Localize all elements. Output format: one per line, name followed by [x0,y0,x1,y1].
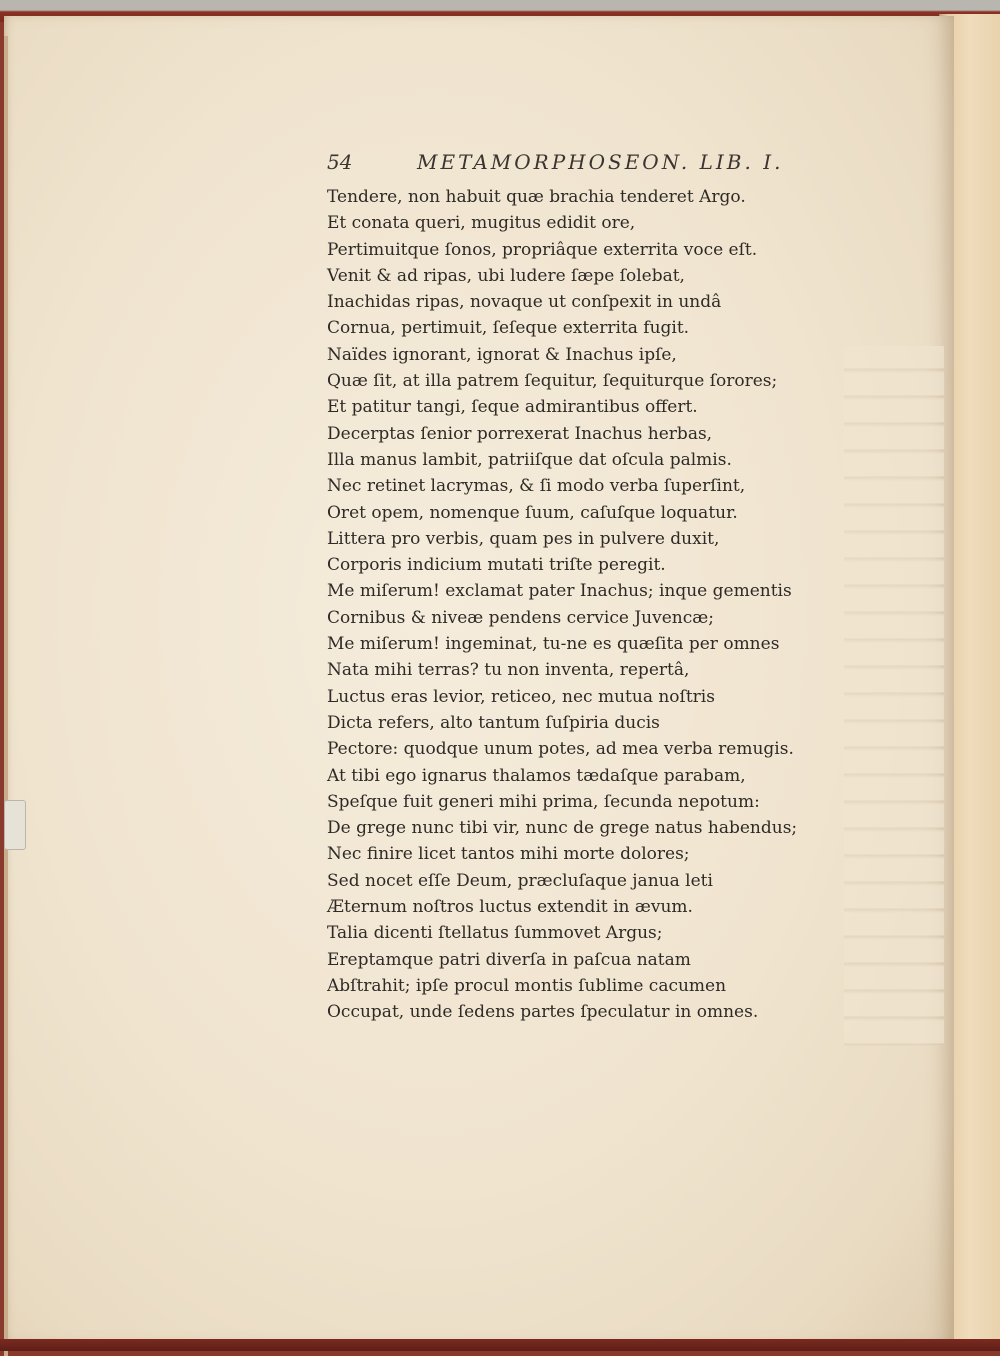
verse-line: Quæ ſit, at illa patrem ſequitur, ſequiturque ſorores; [327,371,778,392]
verse-line: Venit & ad ripas, ubi ludere ſæpe ſolebat, [327,265,685,286]
verse-line: Littera pro verbis, quam pes in pulvere duxit, [327,528,720,549]
verse-line: Nec finire licet tantos mihi morte dolores; [327,844,690,865]
verse-line: Illa manus lambit, patriiſque dat oſcula palmis. [327,449,732,470]
verse-line: Decerptas ſenior porrexerat Inachus herbas, [327,423,713,444]
verse-line: Inachidas ripas, novaque ut conſpexit in undâ [327,292,722,313]
verse-line: Et patitur tangi, ſeque admirantibus offert. [327,397,698,418]
page-number: 54 [327,150,353,174]
verse-line: Me miſerum! ingeminat, tu-ne es quæſita per omnes [327,634,780,655]
verse-line: Ereptamque patri diverſa in paſcua natam [327,949,691,970]
verse-list [327,184,847,1026]
page-tab-marker [4,800,26,850]
verse-line: Corporis indicium mutati triſte peregit. [327,555,666,576]
verse-line: Talia dicenti ſtellatus ſummovet Argus; [327,923,663,944]
verse-line: Nata mihi terras? tu non inventa, repertâ, [327,660,690,681]
verse-line: Æternum noſtros luctus extendit in ævum. [327,897,693,918]
verse-line: Luctus eras levior, reticeo, nec mutua noſtris [327,686,715,707]
verse-line: Cornibus & niveæ pendens cervice Juvencæ; [327,607,714,628]
show-through-text [844,346,944,1046]
verse-line: Abſtrahit; ipſe procul montis ſublime cacumen [327,975,727,996]
page-header [327,150,817,180]
verse-line: Oret opem, nomenque ſuum, caſuſque loquatur. [327,502,738,523]
verse-line: Sed nocet eſſe Deum, præcluſaque janua leti [327,870,713,891]
running-title: METAMORPHOSEON. LIB. I. [417,150,784,174]
verse-line: Speſque fuit generi mihi prima, ſecunda nepotum: [327,791,760,812]
verse-line: Me miſerum! exclamat pater Inachus; inque gementis [327,581,792,602]
verse-line: Cornua, pertimuit, ſeſeque exterrita fugit. [327,318,690,339]
verse-line: Nec retinet lacrymas, & ſi modo verba ſuperſint, [327,476,746,497]
verse-line: De grege nunc tibi vir, nunc de grege natus habendus; [327,818,798,839]
verse-line: Occupat, unde ſedens partes ſpeculatur in omnes. [327,1002,759,1023]
verse-line: Dicta refers, alto tantum ſuſpiria ducis [327,712,660,733]
verse-line: Naïdes ignorant, ignorat & Inachus ipſe, [327,344,677,365]
verse-line: At tibi ego ignarus thalamos tædaſque parabam, [327,765,746,786]
verse-line: Et conata queri, mugitus edidit ore, [327,213,636,234]
verse-line: Tendere, non habuit quæ brachia tenderet Argo. [327,187,746,207]
verse-line: Pectore: quodque unum potes, ad mea verba remugis. [327,739,794,760]
verse-line: Pertimuitque ſonos, propriâque exterrita voce eſt. [327,239,758,260]
binding-bottom-edge [0,1339,1000,1351]
page-left-edge [4,36,8,1356]
